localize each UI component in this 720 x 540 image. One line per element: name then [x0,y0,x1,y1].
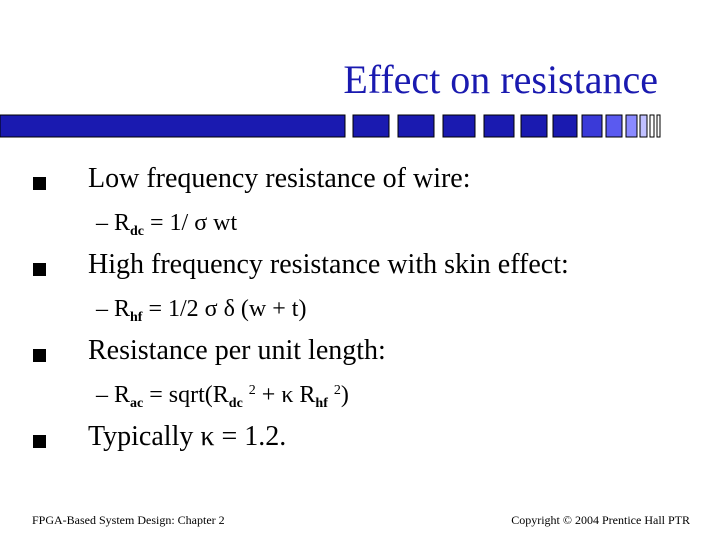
footer-left: FPGA-Based System Design: Chapter 2 [32,513,225,527]
title-decoration-bar [0,113,720,139]
bullet-marker [33,263,46,276]
bullet-marker [33,435,46,448]
bullet-marker [33,349,46,362]
footer-copyright: Copyright © 2004 Prentice Hall PTR [511,513,690,527]
bullet-marker [33,177,46,190]
bullet-text: High frequency resistance with skin effect: [88,249,569,280]
bullet-text: Resistance per unit length: [88,335,386,366]
formula-rdc: – $R_{dc} = 1/$ σ wt [96,210,238,239]
formula-rac: – $R_{ac}$ = $sqrt(R_{dc}$ $^2$ + κ $R_{hf}$ $^2$) [96,382,349,411]
slide-title: Effect on resistance [343,57,658,102]
formula-rhf: – $R_{hf} = 1/2$ σ δ (w + t) [96,296,307,325]
bullet-text: Low frequency resistance of wire: [88,163,471,194]
bullet-text: Typically κ = 1.2. [88,421,287,452]
